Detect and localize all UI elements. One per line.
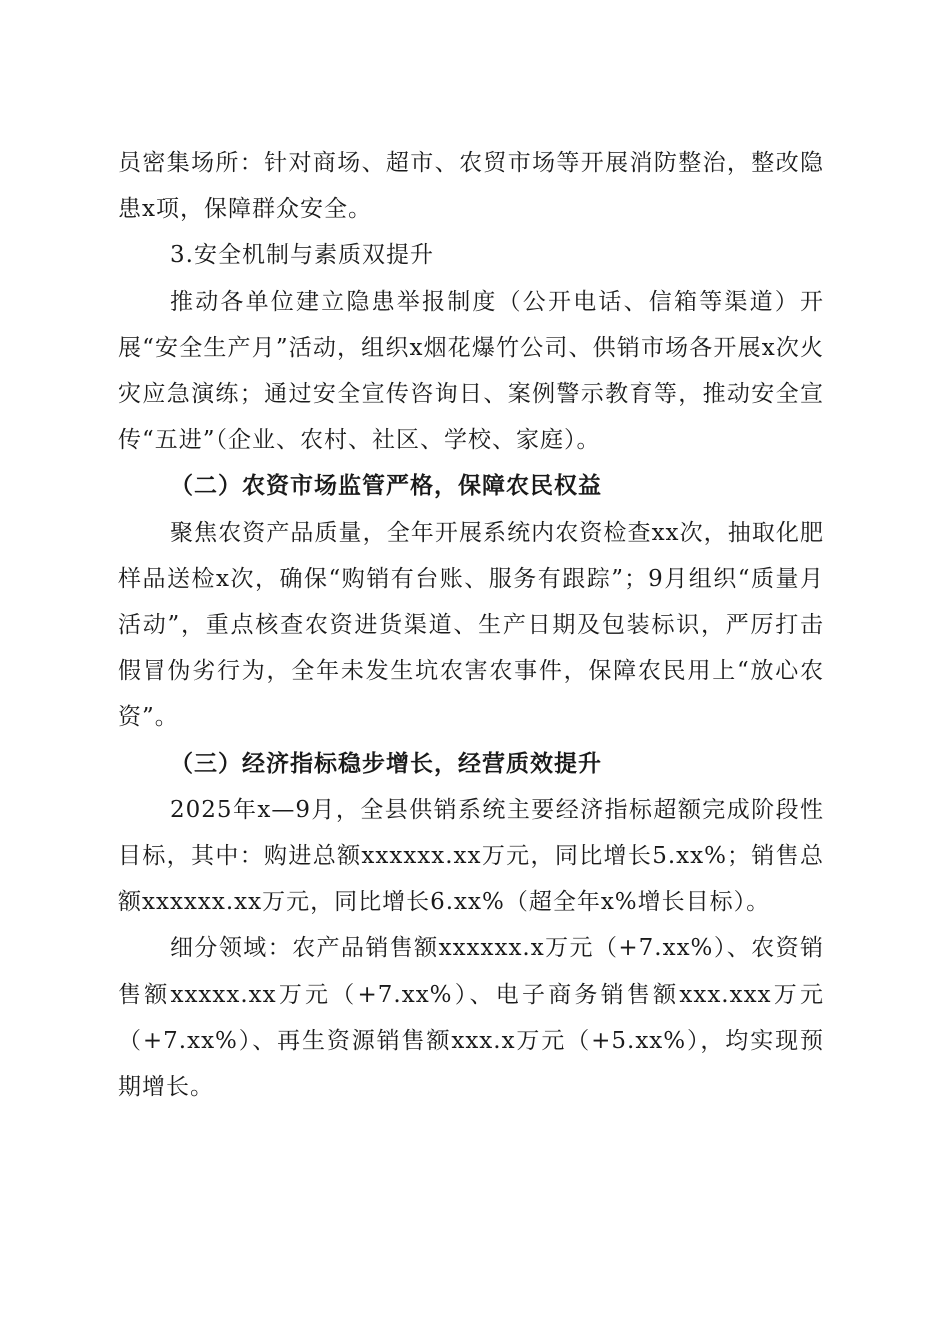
subheading-safety-mechanism: 3.安全机制与素质双提升 xyxy=(170,242,434,269)
paragraph-safety-promotion: 推动各单位建立隐患举报制度（公开电话、信箱等渠道）开展“安全生产月”活动，组织x烟花爆竹公司、供销市场各开展x次火灾应急演练；通过安全宣传咨询日、案例警示教育等，推动安全宣传“五进”（企业、农村、社区、学校、家庭）。 xyxy=(118,288,824,454)
paragraph-agri-supply-inspection: 聚焦农资产品质量，全年开展系统内农资检查xx次，抽取化肥样品送检x次，确保“购销有台账、服务有跟踪”；9月组织“质量月活动”，重点核查农资进货渠道、生产日期及包装标识，严厉打击假冒伪劣行为，全年未发生坑农害农事件，保障农民用上“放心农资”。 xyxy=(118,519,824,731)
heading-section-2: （二）农资市场监管严格，保障农民权益 xyxy=(170,472,602,500)
document-page xyxy=(118,140,824,1110)
paragraph-sales-breakdown: 细分领域：农产品销售额xxxxxx.x万元（+7.xx%）、农资销售额xxxxx.xx万元（+7.xx%）、电子商务销售额xxx.xxx万元（+7.xx%）、再生资源销售额xxx.x万元（+5.xx%），均实现预期增长。 xyxy=(118,935,824,1101)
paragraph-economic-indicators: 2025年x—9月，全县供销系统主要经济指标超额完成阶段性目标，其中：购进总额xxxxxx.xx万元，同比增长5.xx%；销售总额xxxxxx.xx万元，同比增长6.xx%（超全年x%增长目标）。 xyxy=(118,796,824,916)
paragraph-continued: 员密集场所：针对商场、超市、农贸市场等开展消防整治，整改隐患x项，保障群众安全。 xyxy=(118,150,824,223)
heading-section-3: （三）经济指标稳步增长，经营质效提升 xyxy=(170,749,602,777)
